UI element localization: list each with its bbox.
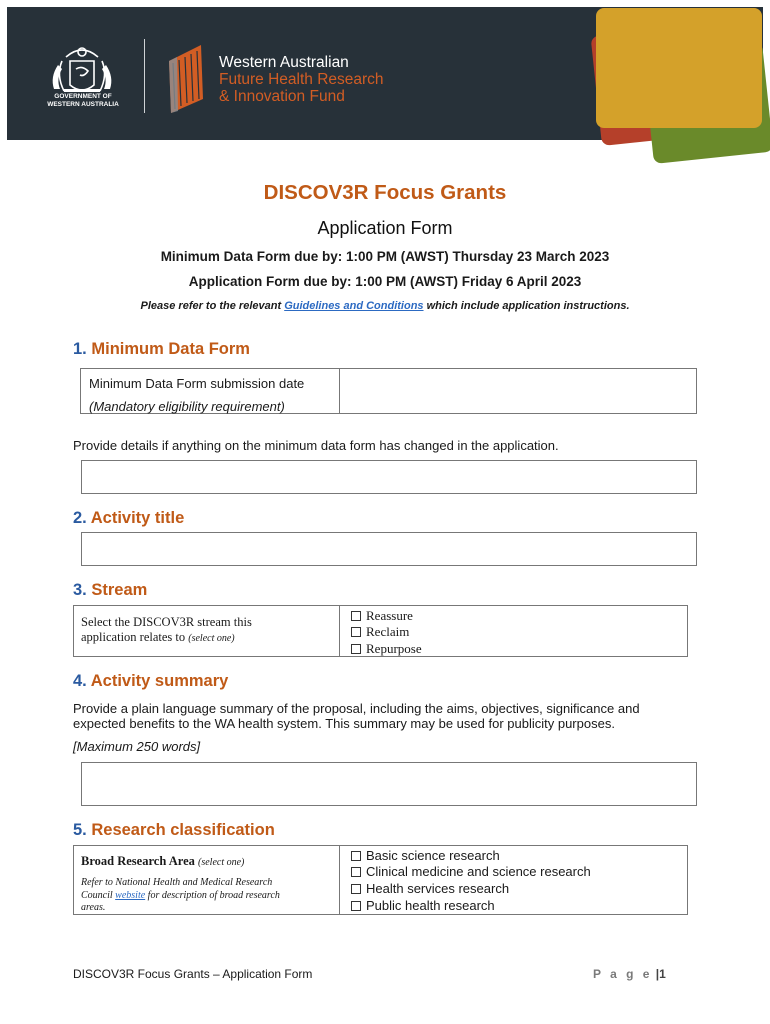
stream-table [73, 605, 688, 657]
stream-option-reclaim[interactable]: Reclaim [351, 624, 409, 640]
header-divider [144, 39, 145, 113]
stream-option-reassure[interactable]: Reassure [351, 608, 413, 624]
summary-description-line2: expected benefits to the WA health system. This summary may be used for publicity purposes. [73, 716, 615, 731]
section-1-heading: 1. Minimum Data Form [73, 340, 250, 358]
mdf-date-input[interactable] [340, 369, 696, 413]
word-limit: [Maximum 250 words] [73, 739, 201, 754]
area-option-basic-science[interactable]: Basic science research [351, 848, 500, 863]
section-5-heading: 5. Research classification [73, 821, 275, 839]
mdf-date-table [80, 368, 697, 414]
government-label: GOVERNMENT OF WESTERN AUSTRALIA [47, 93, 119, 108]
guidelines-link[interactable]: Guidelines and Conditions [284, 300, 424, 312]
area-option-clinical-medicine[interactable]: Clinical medicine and science research [351, 864, 591, 879]
details-input[interactable] [81, 460, 697, 494]
summary-description-line1: Provide a plain language summary of the proposal, including the aims, objectives, significance and [73, 701, 640, 716]
mdf-due-date: Minimum Data Form due by: 1:00 PM (AWST) Thursday 23 March 2023 [160, 249, 610, 264]
page-title: DISCOV3R Focus Grants [263, 181, 507, 204]
nhmrc-reference: Refer to National Health and Medical Research Council website for description of broad research areas. [81, 877, 280, 913]
checkbox-icon[interactable] [351, 901, 361, 911]
activity-title-input[interactable] [81, 532, 697, 566]
fund-name: Western Australian Future Health Research & Innovation Fund [219, 54, 384, 105]
application-due-date: Application Form due by: 1:00 PM (AWST) Friday 6 April 2023 [188, 274, 582, 289]
checkbox-icon[interactable] [351, 851, 361, 861]
footer-document-title: DISCOV3R Focus Grants – Application Form [73, 967, 313, 981]
stream-label: Select the DISCOV3R stream this [81, 615, 252, 629]
checkbox-icon[interactable] [351, 627, 361, 637]
mdf-date-label: Minimum Data Form submission date [89, 376, 305, 391]
activity-summary-input[interactable] [81, 762, 697, 806]
section-4-heading: 4. Activity summary [73, 672, 229, 690]
stream-option-repurpose[interactable]: Repurpose [351, 641, 422, 657]
research-area-label: Broad Research Area (select one) [81, 854, 245, 868]
fund-logo-icon [163, 43, 209, 115]
footer-page-number: P a g e |1 [593, 967, 666, 981]
research-area-table [73, 845, 688, 915]
checkbox-icon[interactable] [351, 867, 361, 877]
page-subtitle: Application Form [317, 218, 453, 238]
mdf-date-note: (Mandatory eligibility requirement) [89, 399, 285, 414]
decorative-squares [570, 0, 770, 175]
section-2-heading: 2. Activity title [73, 509, 185, 527]
nhmrc-website-link[interactable]: website [115, 889, 146, 901]
checkbox-icon[interactable] [351, 611, 361, 621]
stream-label-line2: application relates to (select one) [81, 630, 235, 644]
area-option-public-health[interactable]: Public health research [351, 898, 495, 913]
guidelines-note: Please refer to the relevant Guidelines and Conditions which include application instructions. [140, 300, 630, 312]
section-3-heading: 3. Stream [73, 581, 148, 599]
checkbox-icon[interactable] [351, 644, 361, 654]
area-option-health-services[interactable]: Health services research [351, 881, 509, 896]
checkbox-icon[interactable] [351, 884, 361, 894]
details-prompt: Provide details if anything on the minimum data form has changed in the application. [73, 438, 559, 453]
